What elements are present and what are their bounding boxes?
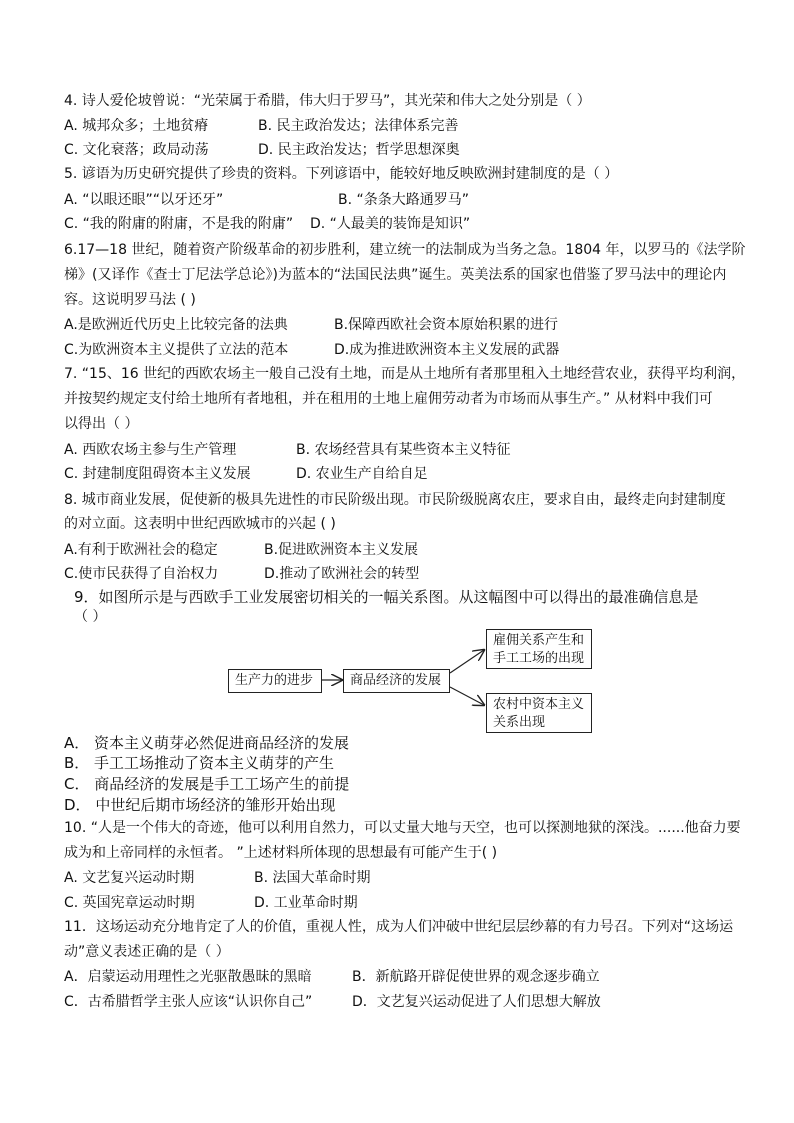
q11-stem-line1: 11．这场运动充分地肯定了人的价值，重视人性，成为人们冲破中世纪层层纱幕的有力号召。下列对“这场运 [64,919,734,935]
q4-option-b: B. 民主政治发达；法律体系完善 [258,118,459,134]
q8-option-a: A.有利于欧洲社会的稳定 [64,542,218,558]
arrow-3 [450,687,484,705]
q4-option-c: C. 文化衰落；政局动荡 [64,142,209,158]
q9-option-d: D． 中世纪后期市场经济的雏形开始出现 [64,796,336,814]
q8-stem-line2: 的对立面。这表明中世纪西欧城市的兴起 ( ) [64,516,336,532]
q8-stem-line1: 8. 城市商业发展，促使新的极具先进性的市民阶级出现。市民阶级脱离农庄，要求自由，最终走向封建制度 [64,492,726,508]
q10-stem-line1: 10. “人是一个伟大的奇迹，他可以利用自然力，可以丈量大地与天空，也可以探测地狱的深浅。......他奋力要 [64,820,741,836]
q8-option-b: B.促进欧洲资本主义发展 [264,542,419,558]
q6-option-a: A.是欧洲近代历史上比较完备的法典 [64,317,288,333]
q7-option-b: B. 农场经营具有某些资本主义特征 [296,442,511,458]
q6-stem-line1: 6.17—18 世纪，随着资产阶级革命的初步胜利，建立统一的法制成为当务之急。1804 年，以罗马的《法学阶 [64,242,746,258]
diagram-box-rural-capitalism [486,693,592,733]
q9-option-b: B． 手工工场推动了资本主义萌芽的产生 [64,754,335,772]
q10-option-b: B. 法国大革命时期 [254,870,371,886]
q11-option-d: D．文艺复兴运动促进了人们思想大解放 [352,994,601,1010]
q6-stem-line3: 容。这说明罗马法 ( ) [64,292,196,308]
diagram-box-employment-line1: 雇佣关系产生和 [493,633,585,648]
q9-stem-line2: （ ） [74,609,107,625]
q5-option-a: A. “以眼还眼”“以牙还牙” [64,192,224,208]
diagram-box-commodity-economy [343,669,450,693]
diagram-box-productivity [228,669,322,693]
q7-stem-line2: 并按契约规定支付给土地所有者地租，并在租用的土地上雇佣劳动者为市场而从事生产。” 从材料中我们可 [64,391,713,407]
diagram-box-rural-line2: 关系出现 [493,715,546,730]
q6-option-b: B.保障西欧社会资本原始积累的进行 [334,317,559,333]
q11-option-b: B．新航路开辟促使世界的观念逐步确立 [352,969,600,985]
q8-option-d: D.推动了欧洲社会的转型 [264,566,420,582]
q10-option-a: A. 文艺复兴运动时期 [64,870,195,886]
q5-option-c: C. “我的附庸的附庸，不是我的附庸” [64,216,294,232]
q10-stem-line2: 成为和上帝同样的永恒者。 ”上述材料所体现的思想最有可能产生于( ) [64,845,498,861]
q8-option-c: C.使市民获得了自治权力 [64,566,219,582]
diagram-box-employment-workshops [486,629,592,669]
q6-option-c: C.为欧洲资本主义提供了立法的范本 [64,342,289,358]
q5-option-d: D. “人最美的装饰是知识” [310,216,471,232]
diagram-box-rural-line1: 农村中资本主义 [493,697,585,712]
q11-stem-line2: 动”意义表述正确的是（ ） [64,944,230,960]
q9-option-c: C． 商品经济的发展是手工工场产生的前提 [64,775,350,793]
diagram-box-productivity-label: 生产力的进步 [235,673,314,688]
q11-option-c: C．古希腊哲学主张人应该“认识你自己” [64,994,313,1010]
q9-stem-line1: 9．如图所示是与西欧手工业发展密切相关的一幅关系图。从这幅图中可以得出的最准确信息是 [74,588,699,606]
q6-option-d: D.成为推进欧洲资本主义发展的武器 [334,342,560,358]
q5-stem: 5. 谚语为历史研究提供了珍贵的资料。下列谚语中，能较好地反映欧洲封建制度的是（ ） [64,166,619,182]
q7-option-c: C. 封建制度阻碍资本主义发展 [64,466,251,482]
q6-stem-line2: 梯》(又译作《查士丁尼法学总论》)为蓝本的“法国民法典”诞生。英美法系的国家也借鉴了罗马法中的理论内 [64,267,727,283]
arrow-2 [450,650,484,673]
q7-option-a: A. 西欧农场主参与生产管理 [64,442,237,458]
q5-option-b: B. “条条大路通罗马” [338,192,470,208]
q7-stem-line1: 7. “15、16 世纪的西欧农场主一般自己没有土地，而是从土地所有者那里租入土地经营农业，获得平均利润， [64,366,746,382]
diagram-box-commodity-economy-label: 商品经济的发展 [350,673,442,688]
diagram-box-employment-line2: 手工工场的出现 [493,651,585,666]
q7-stem-line3: 以得出（ ） [64,416,139,432]
q4-stem: 4. 诗人爱伦坡曾说：“光荣属于希腊，伟大归于罗马”，其光荣和伟大之处分别是（ ） [64,93,591,109]
q7-option-d: D. 农业生产自给自足 [296,466,428,482]
q9-option-a: A． 资本主义萌芽必然促进商品经济的发展 [64,734,350,752]
q11-option-a: A．启蒙运动用理性之光驱散愚昧的黑暗 [64,969,312,985]
q10-option-d: D. 工业革命时期 [254,895,358,911]
q10-option-c: C. 英国宪章运动时期 [64,895,195,911]
q4-option-a: A. 城邦众多；土地贫瘠 [64,118,209,134]
q4-option-d: D. 民主政治发达；哲学思想深奥 [258,142,460,158]
